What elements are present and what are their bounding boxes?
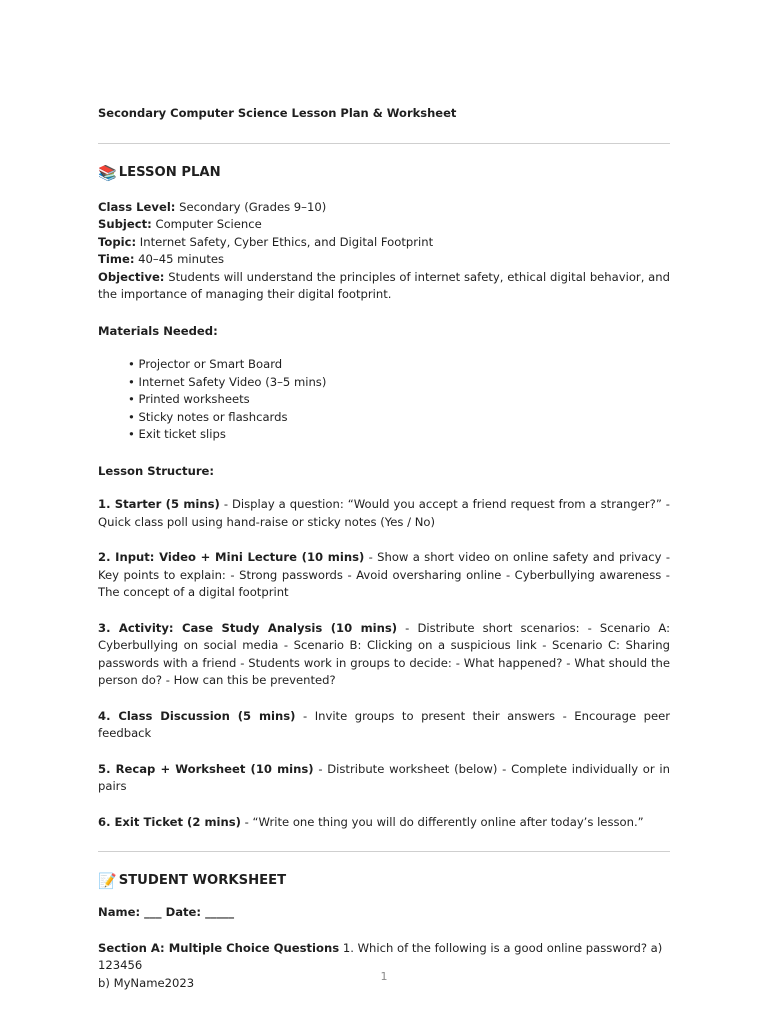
lesson-step: 2. Input: Video + Mini Lecture (10 mins) - Show a short video on online safety and privacy - Key points to explain: - Strong passwords - Avoid oversharing online - Cyberbullying awareness - The concept of a digital footprint bbox=[98, 550, 671, 599]
section-a-title: Section A: Multiple Choice Questions bbox=[98, 940, 340, 955]
memo-icon: 📝 bbox=[98, 872, 117, 890]
list-item: • Internet Safety Video (3–5 mins) bbox=[128, 374, 670, 392]
lesson-step: 1. Starter (5 mins) - Display a question: “Would you accept a friend request from a stranger?” - Quick class poll using hand-raise or sticky notes (Yes / No) bbox=[98, 497, 670, 529]
divider bbox=[98, 851, 670, 852]
objective-line: Objective: Students will understand the principles of internet safety, ethical digital behavior, and the importance of managing their digital footprint. bbox=[98, 269, 670, 301]
lesson-step: 3. Activity: Case Study Analysis (10 mins) - Distribute short scenarios: - Scenario A: Cyberbullying on social media - Scenario B: Clicking on a suspicious link - Scenario C: Sharing passwords with a friend - Students work in groups to decide: - What happened? - What should the person do? - How can this be prevented? bbox=[98, 620, 670, 687]
materials-list bbox=[128, 356, 670, 444]
name-date-line: Name: ___ Date: _____ bbox=[98, 905, 235, 919]
topic-line: Topic: Internet Safety, Cyber Ethics, and Digital Footprint bbox=[98, 234, 434, 249]
list-item: • Projector or Smart Board bbox=[128, 356, 670, 374]
question-1: 1. Which of the following is a good online password? a) 123456 bbox=[98, 940, 663, 972]
lesson-info bbox=[98, 199, 670, 304]
worksheet-title: STUDENT WORKSHEET bbox=[118, 873, 287, 889]
lesson-plan-title: LESSON PLAN bbox=[118, 164, 221, 180]
option-b: b) MyName2023 bbox=[98, 975, 195, 990]
materials-heading: Materials Needed: bbox=[98, 323, 218, 338]
list-item: • Printed worksheets bbox=[128, 391, 670, 409]
list-item: • Exit ticket slips bbox=[128, 426, 670, 444]
class-level-line: Class Level: Secondary (Grades 9–10) bbox=[98, 199, 327, 214]
lesson-step: 5. Recap + Worksheet (10 mins) - Distribute worksheet (below) - Complete individually or in pairs bbox=[98, 761, 670, 793]
list-item: • Sticky notes or flashcards bbox=[128, 409, 670, 427]
worksheet-heading bbox=[98, 871, 670, 891]
document-page bbox=[98, 105, 670, 992]
document-title: Secondary Computer Science Lesson Plan & Worksheet bbox=[98, 106, 457, 120]
lesson-step: 4. Class Discussion (5 mins) - Invite groups to present their answers - Encourage peer feedback bbox=[98, 708, 671, 740]
subject-line: Subject: Computer Science bbox=[98, 217, 262, 231]
time-line: Time: 40–45 minutes bbox=[98, 252, 225, 266]
books-icon: 📚 bbox=[98, 163, 117, 182]
page-number: 1 bbox=[380, 970, 388, 983]
lesson-step: 6. Exit Ticket (2 mins) - “Write one thing you will do differently online after today’s lesson.” bbox=[98, 814, 644, 829]
divider bbox=[98, 143, 670, 144]
lesson-plan-heading bbox=[98, 163, 670, 183]
lesson-structure-heading: Lesson Structure: bbox=[98, 463, 215, 478]
